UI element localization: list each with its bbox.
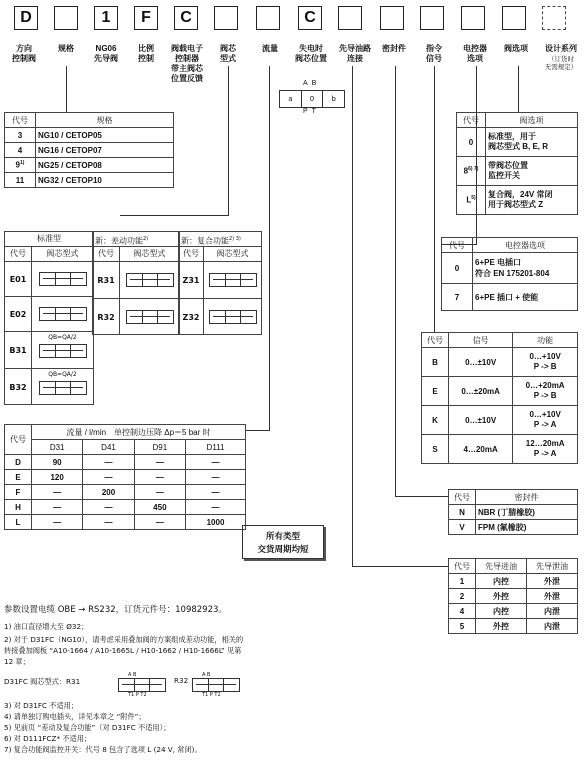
- header-prop: 比例 控制: [138, 44, 154, 63]
- code-box-flow: [256, 6, 280, 30]
- note-7: 7) 复合功能阀监控开关：代号 8 包含了选项 L (24 V, 常闭)。: [4, 745, 202, 754]
- delivery-notice: 所有类型 交货周期均短: [242, 525, 324, 559]
- cable-line: 参数设置电缆 OBE → RS232，订货元件号：10982923。: [4, 605, 227, 615]
- header-spool: 阀芯 型式: [220, 44, 236, 63]
- controller-table: 代号 电控器选项 0 6+PE 电插口 符合 EN 175201-804 7 6+PE 插口 + 使能: [441, 237, 578, 311]
- header-electronics: 阀载电子 控制器 带主阀芯 位置反馈: [171, 44, 203, 83]
- failsafe-symbol: A B a 0 b P T: [279, 80, 345, 120]
- spool-e02-symbol: [39, 307, 87, 321]
- code-box-controller: [461, 6, 485, 30]
- note-6: 6) 对 D111FCZ* 不适用；: [4, 734, 92, 743]
- code-box-c1: C: [174, 6, 198, 30]
- header-size: 规格: [58, 44, 74, 53]
- note-3: 3) 对 D31FC 不适用；: [4, 701, 79, 710]
- spool-e01-symbol: [39, 272, 87, 286]
- note-2c: 12 章；: [4, 657, 30, 666]
- note-5: 5) 见前页 “差动及复合功能”（对 D31FC 不适用）；: [4, 723, 171, 732]
- spool-std-table: 标准型 代号 阀芯型式 E01 E02 B31 QB=QA/2 B32 QB=QA/2: [4, 231, 94, 405]
- code-box-1: 1: [94, 6, 118, 30]
- spool-comp-table: 新：复合功能$^{2) 3)}$ 代号 阀芯型式 Z31 Z32: [178, 231, 262, 335]
- note-2b: 转接叠加阀板 “A10-1664 / A10-1665L / H10-1662 / H10-1666L” 见第: [4, 646, 242, 655]
- code-box-signal: [420, 6, 444, 30]
- code-box-seal: [380, 6, 404, 30]
- note-4: 4) 请单独订购电插头，详见本章之 “附件”；: [4, 712, 146, 721]
- note-r32-symbol: A B T1 P T2: [192, 672, 240, 698]
- note-2: 2) 对于 D31FC（NG10），请考虑采用叠加阀的方案组成差动功能，相关的: [4, 635, 244, 644]
- spool-b31-symbol: [39, 344, 87, 358]
- signal-table: 代号 信号 功能 B 0…±10V 0…+10V P -> B E 0…±20mA 0…+20mA P -> B K 0…±10V 0…+10V P -> A S 4…20mA 12…20mA P -> A: [421, 332, 578, 464]
- spool-z32-symbol: [209, 310, 257, 324]
- seal-table: 代号 密封件 N NBR (丁腈橡胶) V FPM (氟橡胶): [448, 489, 578, 535]
- header-valve-option: 阀选项: [504, 44, 528, 53]
- note-r31-symbol: A B T1 P T2: [118, 672, 166, 698]
- header-pilot: 先导油路 连接: [339, 44, 371, 63]
- code-box-f: F: [134, 6, 158, 30]
- header-flow: 流量: [262, 44, 278, 53]
- spool-diff-table: 新：差动功能$^{2)}$ 代号 阀芯型式 R31 R32: [92, 231, 180, 335]
- code-box-size: [54, 6, 78, 30]
- flow-table: 代号 流量 / l/min 单控制边压降 Δp＝5 bar 时 D31 D41 D91 D111 D 90 — — — E 120 — — — F — 200 — — H — — 450 — L — — — 1000: [4, 424, 246, 530]
- code-box-pilot: [338, 6, 362, 30]
- code-box-c2: C: [298, 6, 322, 30]
- valve-option-table: 代号 阀选项 0 标准型，用于 阀芯型式 B, E, R $8^{6) 7)}$ 带阀芯位置 监控开关 $L^{5)}$ 复合阀，24V 常闭 用于阀芯型式 Z: [456, 112, 578, 215]
- code-box-spool: [214, 6, 238, 30]
- note-r32-label: R32: [174, 676, 189, 685]
- code-box-series: [542, 6, 566, 30]
- header-signal: 指令 信号: [426, 44, 442, 63]
- spool-b32-symbol: [39, 381, 87, 395]
- header-direction: 方向 控制阀: [12, 44, 36, 63]
- spool-r32-symbol: [126, 310, 174, 324]
- code-box-valveopt: [502, 6, 526, 30]
- header-seal: 密封件: [382, 44, 406, 53]
- size-table: 代号 规格 3 NG10 / CETOP05 4 NG16 / CETOP07 9$^{1)}$ NG25 / CETOP08 11 NG32 / CETOP10: [4, 112, 174, 188]
- header-ng06: NG06 先导阀: [94, 44, 118, 63]
- pilot-table: 代号 先导进油 先导泄油 1 内控 外泄 2 外控 外泄 4 内控 内泄 5 外控 内泄: [448, 558, 578, 634]
- header-failsafe: 失电时 阀芯位置: [295, 44, 327, 63]
- spool-z31-symbol: [209, 273, 257, 287]
- note-1: 1) 油口直径增大至 Ø32；: [4, 622, 89, 631]
- header-series-note: （订货时 无需规定）: [544, 56, 578, 71]
- spool-r31-symbol: [126, 273, 174, 287]
- note-d31fc: D31FC 阀芯型式：R31: [4, 677, 81, 686]
- header-series: 设计系列: [545, 44, 577, 53]
- header-controller: 电控器 选项: [463, 44, 487, 63]
- code-box-d: D: [14, 6, 38, 30]
